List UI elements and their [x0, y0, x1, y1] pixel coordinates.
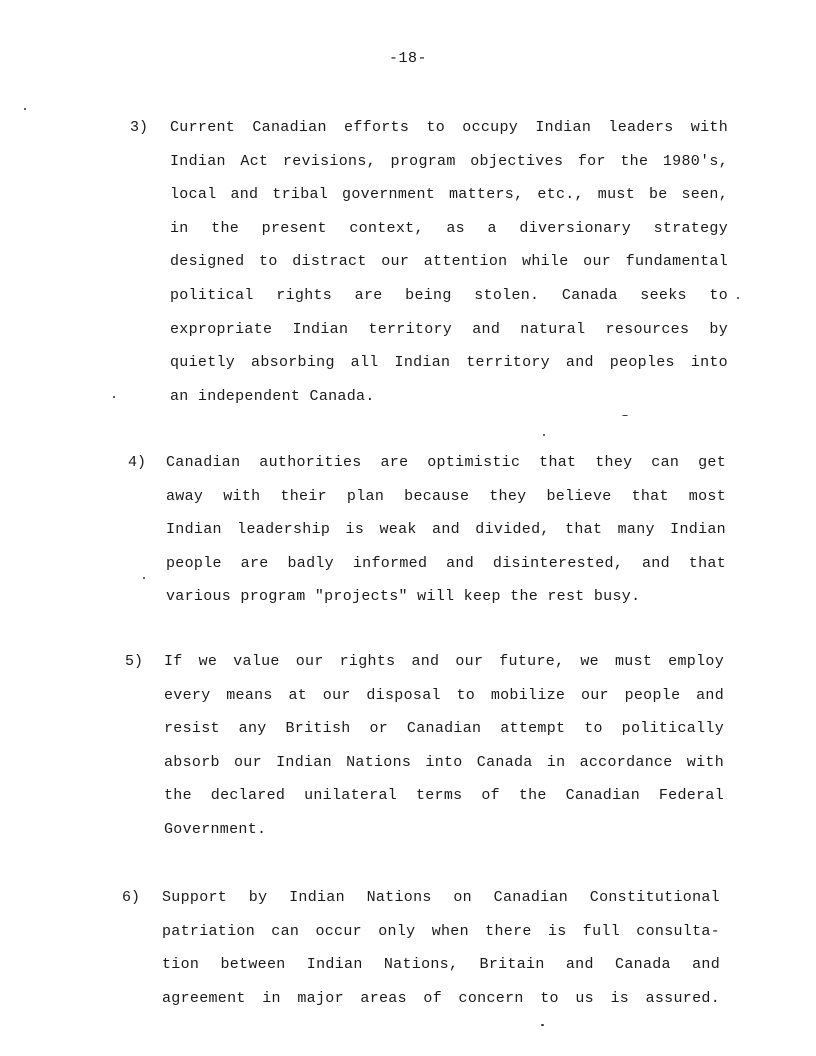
text-line: Canadian authorities are optimistic that they can get [166, 454, 726, 471]
text-line: people are badly informed and disinterested, and that [166, 554, 726, 572]
scan-speck [113, 396, 115, 398]
text-line: in the present context, as a diversionary strategy [170, 219, 728, 237]
text-line: designed to distract our attention while our fundamental [170, 253, 728, 271]
text-line: absorb our Indian Nations into Canada in accordance with [164, 753, 724, 771]
text-line: expropriate Indian territory and natural resources by [170, 320, 728, 338]
scan-speck [24, 108, 26, 110]
item-text [170, 111, 728, 413]
text-line: an independent Canada. [170, 387, 375, 405]
text-line: Current Canadian efforts to occupy Indian leaders with [170, 119, 728, 136]
text-line: various program "projects" will keep the rest busy. [166, 588, 641, 606]
scan-speck [541, 1024, 544, 1026]
text-line: Indian leadership is weak and divided, that many Indian [166, 521, 726, 539]
text-line: Government. [164, 820, 267, 838]
text-line: patriation can occur only when there is full consulta- [162, 922, 720, 940]
item-number: 5) [125, 653, 144, 670]
scan-speck [543, 434, 545, 436]
item-number: 3) [130, 119, 149, 136]
scan-speck [622, 415, 628, 416]
scan-speck [143, 577, 145, 579]
text-line: If we value our rights and our future, we must employ [164, 653, 724, 670]
text-line: Support by Indian Nations on Canadian Constitutional [162, 889, 720, 906]
page-number: -18- [388, 50, 427, 67]
text-line: away with their plan because they believe that most [166, 487, 726, 505]
text-line: every means at our disposal to mobilize our people and [164, 686, 724, 704]
text-line: local and tribal government matters, etc., must be seen, [170, 186, 728, 204]
scan-speck [737, 297, 739, 299]
text-line: quietly absorbing all Indian territory and peoples into [170, 354, 728, 372]
text-line: agreement in major areas of concern to us is assured. [162, 989, 720, 1007]
text-line: tion between Indian Nations, Britain and Canada and [162, 956, 720, 974]
text-line: political rights are being stolen. Canada seeks to [170, 286, 728, 304]
item-text [162, 881, 720, 1015]
item-text [164, 645, 724, 847]
item-number: 4) [128, 454, 147, 471]
item-number: 6) [122, 889, 141, 906]
text-line: Indian Act revisions, program objectives for the 1980's, [170, 152, 728, 170]
item-text [166, 446, 726, 614]
text-line: the declared unilateral terms of the Canadian Federal [164, 787, 724, 805]
text-line: resist any British or Canadian attempt to politically [164, 720, 724, 738]
